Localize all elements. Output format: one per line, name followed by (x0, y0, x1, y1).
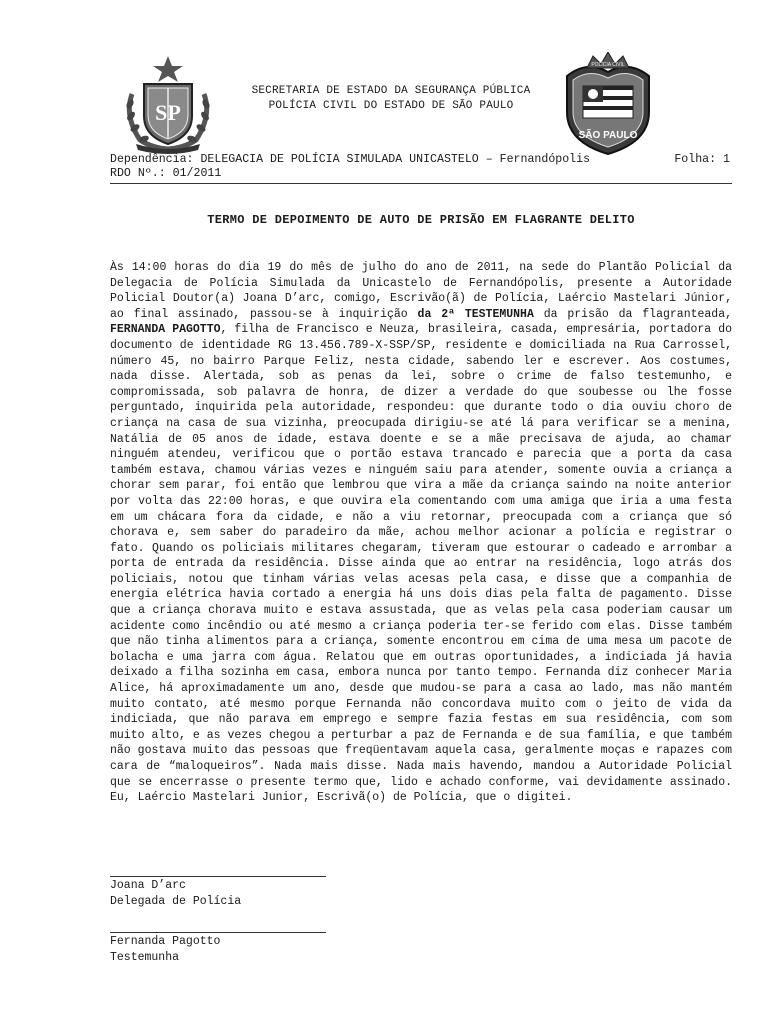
badge-top-text: POLÍCIA CIVIL (591, 62, 625, 68)
badge-sao-paulo-text: SÃO PAULO (578, 130, 638, 141)
testimony-body (110, 260, 732, 806)
document-title: TERMO DE DEPOIMENTO DE AUTO DE PRISÃO EM FLAGRANTE DELITO (207, 213, 635, 227)
meta-folha: Folha: 1 (674, 153, 730, 166)
meta-dependencia: Dependência: DELEGACIA DE POLÍCIA SIMULADA UNICASTELO – Fernandópolis (110, 153, 591, 166)
signature-line (110, 932, 326, 933)
document-header (228, 84, 554, 114)
meta-rdo: RDO Nº.: 01/2011 (110, 167, 222, 180)
body-bold-name: FERNANDA PAGOTTO (110, 323, 221, 337)
signature-role: Delegada de Polícia (110, 895, 242, 908)
meta-dependencia-row (110, 153, 730, 167)
body-part-1: Às 14:00 horas do dia 19 do mês de julho do ano de 2011, na sede do Plantão Policial da Delegacia de Polícia Simulada da Unicastelo de Fernandópolis, presente a Autoridade Policial Doutor(a) Joana D’arc, comigo, Escrivão(ã) de Polícia, Laércio Mastelari Júnior, ao final assinado, passou-se à inquirição (110, 261, 732, 321)
body-bold-testemunha: da 2ª TESTEMUNHA (417, 307, 534, 321)
signature-block-delegada (110, 876, 326, 910)
body-part-3: , filha de Francisco e Neuza, brasileira, casada, empresária, portadora do documento de identidade RG 13.456.789-X-SSP/SP, residente e domiciliada na Rua Carrossel, número 45, no bairro Parque Feliz, nesta cidade, sabendo ler e escrever. Aos costumes, nada disse. Alertada, sob as penas da lei, sobre o crime de falso testemunho, e compromissada, sob palavra de honra, de dizer a verdade do que soubesse ou lhe fosse perguntado, inquirida pela autoridade, respondeu: que durante todo o dia ouviu choro de criança na casa de sua vizinha, preocupada dirigiu-se até lá para verificar se a menina, Natália de 05 anos de idade, estava doente e se a mãe precisava de ajuda, ao chamar ninguém atendeu, verificou que o portão estava trancado e parecia que a porta da casa também estava, chamou várias vezes e ninguém saiu para atender, somente ouvia a criança a chorar sem parar, foi então que lembrou que vira a mãe da criança saindo na noite anterior por volta das 22:00 horas, e que ouvira ela comentando com uma amiga que iria a uma festa em um chácara fora da cidade, e não a viu retornar, preocupada com a criança que só chorava e, sem saber do paradeiro da mãe, achou melhor acionar a polícia e registrar o fato. Quando os policiais militares chegaram, tiveram que estourar o cadeado e arrombar a porta de entrada da residência. Disse ainda que ao entrar na residência, logo atrás dos policiais, notou que tinham várias velas acesas pela casa, e disse que a companhia de energia elétrica havia cortado a energia há uns dois dias pela falta de pagamento. Disse que a criança chorava muito e estava assustada, que as velas pela casa poderiam causar um acidente como incêndio ou até mesmo a criança poderia ter-se ferido com elas. Disse também que não tinha alimentos para a criança, somente encontrou em cima de uma mesa um pacote de bolacha e uma jarra com água. Relatou que em outras oportunidades, a indiciada já havia deixado a filha sozinha em casa, embora nunca por tanto tempo. Fernanda diz conhecer Maria Alice, há aproximadamente um ano, desde que mudou-se para a casa ao lado, mas não mantém muito contato, até mesmo porque Fernanda não concordava muito com o jeito de vida da indiciada, que não parava em emprego e sempre fazia festas em sua residência, com som muito alto, e as vezes chegou a perturbar a paz de Fernanda e de sua família, e que também não gostava muito das pessoas que freqüentavam aquela casa, geralmente moças e rapazes com cara de “maloqueiros”. Nada mais disse. Nada mais havendo, mandou a Autoridade Policial que se encerrasse o presente termo que, lido e achado conforme, vai devidamente assinado. Eu, Laércio Mastelari Junior, Escrivã(o) de Polícia, que o digitei. (110, 323, 732, 805)
signature-name: Fernanda Pagotto (110, 935, 221, 948)
sp-coat-of-arms-icon (118, 54, 218, 154)
signature-name: Joana D’arc (110, 879, 186, 892)
signature-line (110, 876, 326, 877)
body-part-2: da prisão da flagranteada, (533, 307, 732, 321)
header-policia-civil: POLÍCIA CIVIL DO ESTADO DE SÃO PAULO (268, 100, 514, 112)
header-divider (110, 183, 732, 184)
header-secretaria: SECRETARIA DE ESTADO DA SEGURANÇA PÚBLICA (251, 85, 531, 97)
signature-block-testemunha (110, 932, 326, 966)
document-meta (110, 153, 730, 181)
signature-role: Testemunha (110, 951, 180, 964)
sp-emblem-text: SP (155, 100, 181, 125)
policia-civil-badge-icon (557, 52, 659, 156)
